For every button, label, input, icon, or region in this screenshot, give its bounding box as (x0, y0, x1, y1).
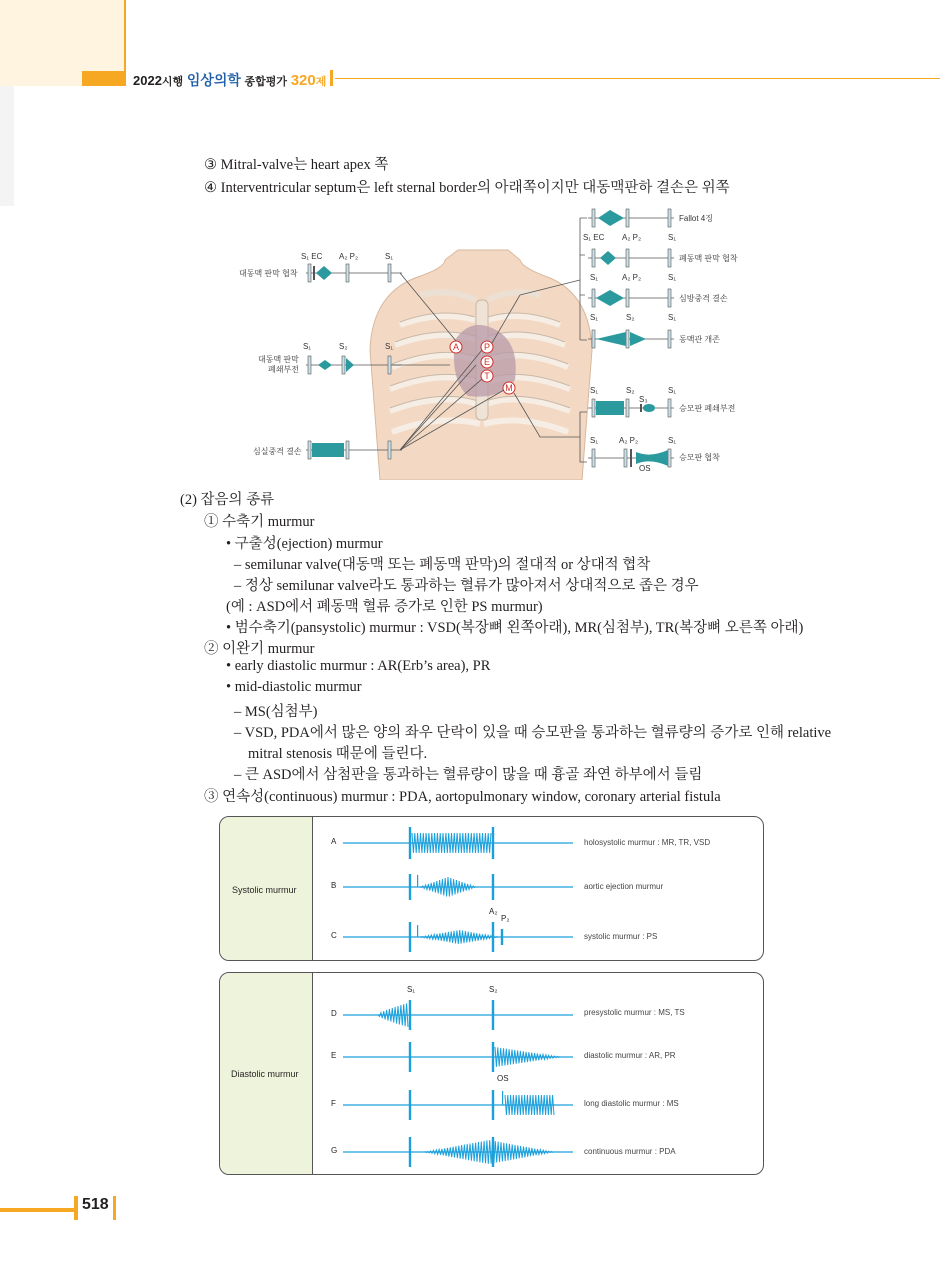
footer-rule (113, 1196, 116, 1220)
label-os: OS (639, 464, 651, 473)
row-letter: E (331, 1051, 337, 1060)
label-a2p2: A₂ P₂ (622, 273, 642, 282)
header-subject: 임상의학 (186, 72, 241, 88)
row-letter: G (331, 1146, 338, 1155)
row-desc: holosystolic murmur : MR, TR, VSD (584, 838, 711, 847)
header-year: 2022 (133, 73, 162, 88)
label-fallot: Fallot 4징 (679, 214, 713, 223)
label-s1: S₁ (590, 436, 599, 445)
label-s2: S₂ (626, 386, 635, 395)
text-line: ④ Interventricular septum은 left sternal border의 아래쪽이지만 대동맥판하 결손은 위쪽 (204, 180, 730, 196)
header-exam: 시행 (161, 76, 184, 88)
s1-spike (409, 922, 411, 952)
marker-t: T (484, 371, 490, 381)
text-line: – 큰 ASD에서 삼첨판을 통과하는 혈류량이 많을 때 흉골 좌연 하부에서 들림 (234, 767, 703, 783)
label-ps: 폐동맥 판막 협착 (679, 254, 738, 263)
label-s3: S₃ (639, 395, 648, 404)
footer-bar (0, 1208, 74, 1212)
header-count: 320 (290, 72, 316, 89)
diastolic-title: Diastolic murmur (231, 1069, 299, 1079)
murmur-long-diastolic (505, 1095, 554, 1115)
s2-spike (492, 874, 494, 900)
s1-spike (409, 874, 411, 900)
ejection-click (417, 925, 418, 937)
row-desc: continuous murmur : PDA (584, 1147, 676, 1156)
label-s1: S₁ (590, 313, 599, 322)
text-line: ③ Mitral-valve는 heart apex 쪽 (204, 157, 389, 173)
row-desc: presystolic murmur : MS, TS (584, 1008, 685, 1017)
systolic-title: Systolic murmur (232, 885, 297, 895)
label-s1: S₁ (590, 386, 599, 395)
label-asd: 심방중격 결손 (679, 294, 728, 303)
row-letter: A (331, 837, 337, 846)
row-letter: F (331, 1099, 336, 1108)
label-s1: S₁ (590, 273, 599, 282)
label-ar-1: 대동맥 판막 (258, 355, 299, 364)
label-s1: S₁ (407, 985, 416, 994)
row-desc: long diastolic murmur : MS (584, 1099, 679, 1108)
text-line: (예 : ASD에서 폐동맥 혈류 증가로 인한 PS murmur) (226, 599, 543, 615)
label-s1: S₁ (303, 342, 312, 351)
label-a2p2: A₂ P₂ (339, 252, 359, 261)
text-line: • mid-diastolic murmur (226, 679, 362, 695)
s1-spike (409, 1137, 411, 1167)
label-a2: A₂ (489, 907, 498, 916)
murmur-ps (420, 930, 498, 944)
text-line: • 구출성(ejection) murmur (226, 536, 383, 552)
row-letter: C (331, 931, 337, 940)
label-pda: 동맥관 개존 (679, 335, 720, 344)
marker-a: A (452, 342, 460, 352)
row-desc: diastolic murmur : AR, PR (584, 1051, 676, 1060)
label-s2: S₂ (626, 313, 635, 322)
s2-spike (492, 1042, 494, 1072)
label-s1: S₁ (385, 252, 394, 261)
footer-rule (74, 1196, 78, 1220)
p2-spike (501, 929, 503, 945)
label-s1: S₁ (385, 342, 394, 351)
label-as: 대동맥 판막 협착 (239, 269, 298, 278)
ejection-click (417, 875, 418, 887)
text-line: – semilunar valve(대동맥 또는 폐동맥 판막)의 절대적 or 상대적 협착 (234, 557, 651, 573)
text-line: • early diastolic murmur : AR(Erb’s area), PR (226, 658, 491, 674)
label-ms: 승모판 협착 (679, 453, 720, 462)
label-s1: S₁ (668, 233, 677, 242)
label-a2p2: A₂ P₂ (619, 436, 639, 445)
text-line: ③ 연속성(continuous) murmur : PDA, aortopulmonary window, coronary arterial fistula (204, 789, 721, 805)
row-desc: systolic murmur : PS (584, 932, 658, 941)
text-line: ② 이완기 murmur (204, 641, 315, 657)
row-letter: B (331, 881, 337, 890)
s1-spike (409, 1090, 411, 1120)
s2-spike (492, 1090, 494, 1120)
label-s2: S₂ (489, 985, 498, 994)
label-s1ec: S₁ EC (301, 252, 323, 261)
murmur-continuous (425, 1140, 553, 1164)
label-p2: P₂ (501, 914, 510, 923)
text-line: • 범수축기(pansystolic) murmur : VSD(복장뼈 왼쪽아래), MR(심첨부), TR(복장뼈 오른쪽 아래) (226, 620, 804, 636)
s2-spike (492, 1000, 494, 1030)
text-line: – MS(심첨부) (234, 704, 318, 720)
s1-spike (409, 1042, 411, 1072)
label-s1: S₁ (668, 273, 677, 282)
page-number: 518 (82, 1196, 109, 1213)
text-line: mitral stenosis 때문에 들린다. (248, 746, 428, 762)
row-letter: D (331, 1009, 337, 1018)
s1-spike (409, 1000, 411, 1030)
label-s1: S₁ (668, 313, 677, 322)
label-mr: 승모판 폐쇄부전 (679, 404, 736, 413)
label-s1: S₁ (668, 436, 677, 445)
text-line: ① 수축기 murmur (204, 514, 315, 530)
s2-spike (492, 827, 494, 859)
label-a2p2: A₂ P₂ (622, 233, 642, 242)
text-line: – VSD, PDA에서 많은 양의 좌우 단락이 있을 때 승모판을 통과하는 혈류량의 증가로 인해 relative (234, 725, 832, 741)
marker-m: M (505, 383, 513, 393)
marker-e: E (483, 357, 491, 367)
header-eval: 종합평가 (244, 76, 288, 88)
label-s1ec: S₁ EC (583, 233, 605, 242)
label-s2: S₂ (339, 342, 348, 351)
label-s1: S₁ (668, 386, 677, 395)
row-desc: aortic ejection murmur (584, 882, 664, 891)
s1-spike (409, 827, 411, 859)
text-line: – 정상 semilunar valve라도 통과하는 혈류가 많아져서 상대적으로 좁은 경우 (234, 578, 699, 594)
text-line: (2) 잡음의 종류 (180, 492, 275, 508)
os-snap (502, 1091, 503, 1105)
header-count-unit: 제 (315, 76, 327, 88)
label-vsd: 심실중격 결손 (253, 447, 302, 456)
label-ar-2: 폐쇄부전 (268, 365, 299, 374)
label-os: OS (497, 1074, 509, 1083)
marker-p: P (483, 342, 491, 352)
